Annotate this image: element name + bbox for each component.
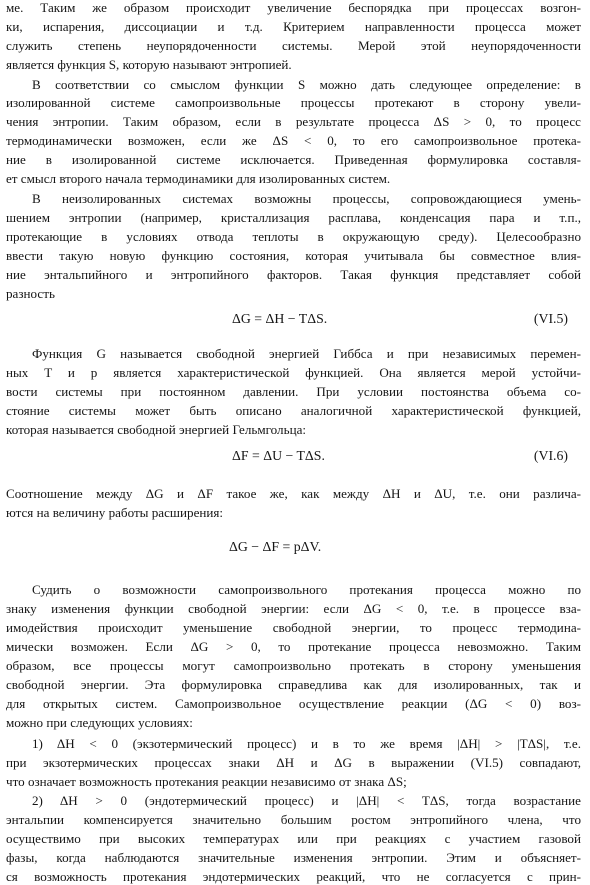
text-line: Судить о возможности самопроизвольного протекания процесса можно по	[32, 582, 581, 597]
text-line: ются на величину работы расширения:	[6, 505, 224, 520]
equation-number: (VI.5)	[533, 311, 568, 326]
text-line: ся возможность протекания эндотермических реакций, что не согласуется с прин-	[6, 869, 581, 884]
text-line: шением энтропии (например, кристаллизация расплава, конденсация пара и т.п.,	[6, 210, 581, 225]
text-line: вости системы при постоянном давлении. При условии постоянства объема со-	[6, 384, 581, 399]
text-line: мически возможен. Если ΔG > 0, то протекание процесса невозможно. Таким	[6, 639, 581, 654]
text-line: осуществимо при высоких температурах или при реакциях с участием газовой	[6, 831, 581, 846]
text-line: стояние системы может быть описано аналогичной характеристической функцией,	[6, 403, 581, 418]
text-line: знаку изменения функции свободной энергии: если ΔG < 0, т.е. в процессе вза-	[6, 601, 581, 616]
text-line: В неизолированных системах возможны процессы, сопровождающиеся умень-	[32, 191, 581, 206]
text-line: образом, все процессы могут самопроизвольно протекать в сторону уменьшения	[6, 658, 581, 673]
text-line: которая называется свободной энергией Гельмгольца:	[6, 422, 307, 437]
text-line: изолированной системе самопроизвольные процессы протекают в сторону увели-	[6, 95, 581, 110]
text-line: Функция G называется свободной энергией Гиббса и при независимых перемен-	[32, 346, 581, 361]
equation: ΔG = ΔH − TΔS.	[232, 311, 328, 326]
equation: ΔG − ΔF = pΔV.	[229, 539, 322, 554]
text-line: ме. Таким же образом происходит увеличение беспорядка при процессах возгон-	[6, 0, 581, 15]
text-line: протекающие в условиях отвода теплоты в окружающую среду). Целесообразно	[6, 229, 581, 244]
equation: ΔF = ΔU − TΔS.	[232, 448, 325, 463]
text-line: свободной энергии. Эта формулировка справедлива как для изолированных, так и	[6, 677, 581, 692]
text-line: ет смысл второго начала термодинамики для изолированных систем.	[6, 171, 391, 186]
text-line: что означает возможность протекания реакции независимо от знака ΔS;	[6, 774, 407, 789]
text-line: служить степень неупорядоченности системы. Мерой этой неупорядоченности	[6, 38, 581, 53]
text-line: имодействия происходит уменьшение свободной энергии, то процесс термодина-	[6, 620, 581, 635]
text-line: разность	[6, 286, 55, 301]
text-line: для открытых систем. Самопроизвольное осуществление реакции (ΔG < 0) воз-	[6, 696, 581, 711]
equation-number: (VI.6)	[533, 448, 568, 463]
text-line: энтальпии компенсируется значительно большим ростом энтропийного члена, что	[6, 812, 581, 827]
text-line: 2) ΔH > 0 (эндотермический процесс) и |ΔH| < TΔS, тогда возрастание	[32, 793, 581, 808]
text-line: Соотношение между ΔG и ΔF такое же, как между ΔH и ΔU, т.е. они различа-	[6, 486, 581, 501]
text-line: ки, испарения, диссоциации и т.д. Критерием направленности процесса может	[6, 19, 581, 34]
text-line: при экзотермических процессах знаки ΔH и ΔG в выражении (VI.5) совпадают,	[6, 755, 581, 770]
text-line: можно при следующих условиях:	[6, 715, 193, 730]
text-line: термодинамически возможен, если же ΔS < 0, то его самопроизвольное протека-	[6, 133, 581, 148]
text-line: ние в изолированной системе исключается. Приведенная формулировка составля-	[6, 152, 581, 167]
text-line: фазы, когда наблюдаются значительные изменения энтропии. Этим и объясняет-	[6, 850, 581, 865]
text-line: чения энтропии. Таким образом, если в результате процесса ΔS > 0, то процесс	[6, 114, 581, 129]
text-line: ввести такую новую функцию состояния, которая учитывала бы совместное влия-	[6, 248, 581, 263]
text-line: ние энтальпийного и энтропийного факторов. Такая функция представляет собой	[6, 267, 581, 282]
text-line: является функция S, которую называют энтропией.	[6, 57, 292, 72]
text-line: ных T и p является характеристической функцией. Она является мерой устойчи-	[6, 365, 581, 380]
text-line: 1) ΔH < 0 (экзотермический процесс) и в то же время |ΔH| > |TΔS|, т.е.	[32, 736, 581, 751]
text-line: В соответствии со смыслом функции S можно дать следующее определение: в	[32, 77, 581, 92]
